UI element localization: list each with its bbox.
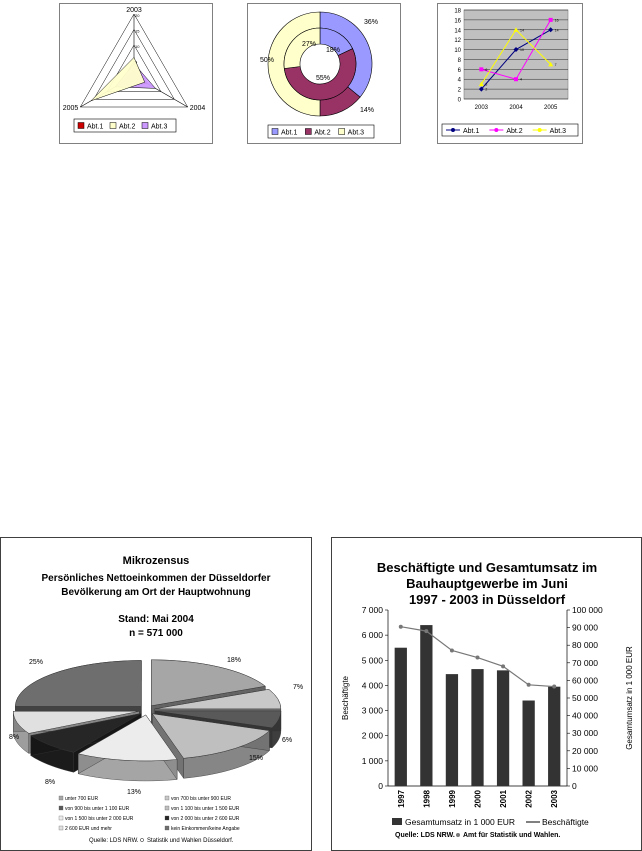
combo-right-tick-label-5: 40 000 xyxy=(572,710,598,721)
pie-legend-swatch-3 xyxy=(59,806,63,810)
pie-pct-label-1: 18% xyxy=(227,657,242,664)
pie-pct-label-5: 13% xyxy=(127,789,142,796)
doughnut-legend-label-3: Abt.3 xyxy=(347,129,365,137)
line-data-label-abt1-2: 10 xyxy=(520,48,524,53)
doughnut-inner-label-2: 55% xyxy=(316,75,331,82)
pie-legend-swatch-8 xyxy=(165,826,169,830)
line-legend-label-1: Abt.1 xyxy=(463,128,480,135)
radar-category-label-3: 2005 xyxy=(62,105,79,112)
combo-xtick-label-2000: 2000 xyxy=(473,790,483,808)
line-ytick-label-3: 4 xyxy=(457,77,461,84)
combo-right-tick-label-8: 70 000 xyxy=(572,657,598,668)
combo-left-tick-label-1: 0 xyxy=(378,781,383,791)
combo-right-tick-label-10: 90 000 xyxy=(572,622,598,633)
combo-left-tick-label-2: 1 000 xyxy=(361,755,383,766)
pie-source-2: Statistik und Wahlen Düsseldorf. xyxy=(147,838,234,844)
pie-legend-label-7: 2 600 EUR und mehr xyxy=(65,826,112,832)
pie-legend-swatch-2 xyxy=(165,796,169,800)
line-data-label-abt1-3: 14 xyxy=(554,28,559,33)
combo-right-tick-label-11: 100 000 xyxy=(572,605,603,615)
pie-legend-swatch-5 xyxy=(59,816,63,820)
line-data-label-abt2-2: 4 xyxy=(520,77,522,82)
combo-title-line-1: Beschäftigte und Gesamtumsatz im xyxy=(376,560,598,575)
pie-legend-label-1: unter 700 EUR xyxy=(65,796,99,802)
combo-legend-label-bars: Gesamtumsatz in 1 000 EUR xyxy=(405,817,516,827)
combo-line-point-1998 xyxy=(424,629,428,633)
combo-source-2: Amt für Statistik und Wahlen. xyxy=(463,832,561,839)
line-ytick-label-2: 2 xyxy=(457,87,461,94)
line-data-label-abt3-1: 3 xyxy=(485,82,488,87)
line-xtick-label-2: 2004 xyxy=(509,105,523,111)
line-legend-marker-3 xyxy=(538,128,542,132)
combo-bar-1999 xyxy=(446,674,458,786)
doughnut-inner-label-1: 18% xyxy=(326,47,341,54)
line-ytick-label-6: 10 xyxy=(454,48,461,55)
pie-legend-swatch-6 xyxy=(165,816,169,820)
doughnut-legend-swatch-3 xyxy=(339,129,345,135)
line-ytick-label-8: 14 xyxy=(454,28,461,35)
line-data-label-abt3-3: 7 xyxy=(554,62,557,67)
combo-xtick-label-2002: 2002 xyxy=(524,790,534,808)
radar-legend-label-2: Abt.2 xyxy=(119,123,136,131)
combo-source-logo xyxy=(456,833,460,837)
doughnut-legend-swatch-2 xyxy=(305,129,311,135)
line-chart-panel xyxy=(437,3,583,144)
radar-legend-swatch-3 xyxy=(142,123,148,129)
doughnut-legend-label-1: Abt.1 xyxy=(281,129,298,137)
combo-line-point-1999 xyxy=(450,648,454,652)
pie-n: n = 571 000 xyxy=(129,628,183,639)
radar-series-abt2 xyxy=(91,57,145,100)
line-point-abt2-1 xyxy=(479,67,483,71)
combo-right-tick-label-6: 50 000 xyxy=(572,693,598,703)
pie-pct-label-3: 6% xyxy=(282,737,293,744)
doughnut-outer-label-2: 14% xyxy=(360,107,375,114)
line-ytick-label-1: 0 xyxy=(457,97,461,104)
pie-source-logo xyxy=(140,838,143,841)
pie-stand: Stand: Mai 2004 xyxy=(118,614,194,625)
line-data-label-abt3-2: 14 xyxy=(520,28,524,33)
doughnut-chart xyxy=(248,4,400,143)
combo-ylabel-left: Beschäftigte xyxy=(341,675,350,721)
combo-xtick-label-1999: 1999 xyxy=(447,790,457,808)
combo-right-tick-label-3: 20 000 xyxy=(572,745,598,756)
radar-legend-swatch-2 xyxy=(110,123,116,129)
line-point-abt2-3 xyxy=(549,18,553,22)
pie-pct-label-6: 8% xyxy=(45,779,56,786)
line-legend-marker-2 xyxy=(494,128,498,132)
line-point-abt2-2 xyxy=(514,77,518,81)
line-legend-label-2: Abt.2 xyxy=(506,128,523,135)
pie-chart-panel xyxy=(0,537,312,851)
combo-bar-1997 xyxy=(395,648,407,786)
combo-right-tick-label-7: 60 000 xyxy=(572,675,598,686)
radar-chart-panel xyxy=(59,3,213,144)
pie-legend-swatch-1 xyxy=(59,796,63,800)
radar-category-label-1: 2003 xyxy=(126,7,142,14)
doughnut-legend-label-2: Abt.2 xyxy=(314,129,331,137)
pie-legend-label-2: von 700 bis unter 900 EUR xyxy=(171,796,232,802)
pie-legend-label-5: von 1 500 bis unter 2 000 EUR xyxy=(65,816,134,822)
radar-chart xyxy=(60,4,212,143)
combo-left-tick-label-6: 5 000 xyxy=(361,655,383,666)
combo-left-tick-label-4: 3 000 xyxy=(361,705,383,716)
combo-bar-2001 xyxy=(497,670,509,786)
combo-right-tick-label-2: 10 000 xyxy=(572,763,598,774)
line-xtick-label-1: 2003 xyxy=(474,105,489,111)
combo-right-tick-label-1: 0 xyxy=(572,781,577,791)
combo-bar-2003 xyxy=(548,687,560,786)
line-chart xyxy=(438,4,582,143)
combo-line-point-2001 xyxy=(501,664,505,668)
combo-bar-1998 xyxy=(420,625,432,786)
combo-xtick-label-1998: 1998 xyxy=(422,790,432,808)
line-xtick-label-3: 2005 xyxy=(543,105,558,111)
combo-xtick-label-1997: 1997 xyxy=(396,790,406,808)
pie-pct-label-2: 7% xyxy=(293,684,304,691)
line-legend-label-3: Abt.3 xyxy=(549,128,567,135)
pie-pct-label-8: 25% xyxy=(29,659,44,666)
doughnut-outer-label-1: 36% xyxy=(364,19,379,26)
combo-title-line-3: 1997 - 2003 in Düsseldorf xyxy=(408,592,566,607)
pie-legend-label-8: kein Einkommen/keine Angabe xyxy=(171,826,240,832)
line-ytick-label-7: 12 xyxy=(454,38,461,45)
radar-legend-swatch-1 xyxy=(78,123,84,129)
radar-legend-label-1: Abt.1 xyxy=(87,123,104,131)
pie-chart xyxy=(1,538,311,850)
line-data-label-abt1-1: 2 xyxy=(485,87,488,92)
combo-source: Quelle: LDS NRW. xyxy=(395,832,455,839)
line-legend-marker-1 xyxy=(451,128,455,132)
combo-chart xyxy=(332,538,641,850)
combo-bar-2000 xyxy=(471,669,483,786)
radar-category-label-2: 2004 xyxy=(189,105,206,112)
combo-left-tick-label-7: 6 000 xyxy=(361,630,383,641)
combo-line-point-2002 xyxy=(527,683,531,687)
line-data-label-abt2-1: 6 xyxy=(485,67,488,72)
combo-line-point-1997 xyxy=(399,625,403,629)
pie-legend-label-6: von 2 000 bis unter 2 600 EUR xyxy=(171,816,240,822)
combo-right-tick-label-9: 80 000 xyxy=(572,640,598,651)
combo-bar-2002 xyxy=(523,701,535,786)
doughnut-inner-label-3: 27% xyxy=(302,41,317,48)
combo-xtick-label-2003: 2003 xyxy=(550,790,560,808)
pie-legend-swatch-4 xyxy=(165,806,169,810)
pie-title: Mikrozensus xyxy=(122,555,190,567)
combo-xtick-label-2001: 2001 xyxy=(499,790,509,808)
pie-subtitle-line-1: Persönliches Nettoeinkommen der Düsseldorfer xyxy=(41,573,271,584)
pie-slice-top-8 xyxy=(15,660,141,706)
combo-legend-label-line: Beschäftigte xyxy=(542,817,589,827)
doughnut-chart-panel xyxy=(247,3,401,144)
pie-source: Quelle: LDS NRW. xyxy=(89,838,139,844)
combo-line-point-2000 xyxy=(476,656,480,660)
combo-left-tick-label-3: 2 000 xyxy=(361,730,383,741)
line-ytick-label-10: 18 xyxy=(454,8,461,15)
line-data-label-abt2-3: 16 xyxy=(554,18,559,23)
combo-left-tick-label-5: 4 000 xyxy=(361,680,383,691)
pie-legend-swatch-7 xyxy=(59,826,63,830)
combo-left-tick-label-8: 7 000 xyxy=(361,605,383,615)
combo-title-line-2: Bauhauptgewerbe im Juni xyxy=(406,576,568,591)
line-ytick-label-4: 6 xyxy=(457,67,461,74)
pie-legend-label-3: von 900 bis unter 1 100 EUR xyxy=(65,806,130,812)
radar-legend-label-3: Abt.3 xyxy=(151,123,168,131)
pie-pct-label-4: 15% xyxy=(249,755,264,762)
combo-ylabel-right: Gesamtumsatz in 1 000 EUR xyxy=(625,646,634,750)
pie-subtitle-line-2: Bevölkerung am Ort der Hauptwohnung xyxy=(61,587,251,598)
combo-right-tick-label-4: 30 000 xyxy=(572,728,598,739)
radar-tick-label-3: 10 xyxy=(135,44,140,49)
doughnut-legend-swatch-1 xyxy=(272,129,278,135)
radar-tick-label-1: 20 xyxy=(135,13,140,18)
line-ytick-label-9: 16 xyxy=(454,18,461,25)
radar-tick-label-2: 15 xyxy=(135,28,140,34)
combo-line-point-2003 xyxy=(552,685,556,689)
pie-legend-label-4: von 1 100 bis unter 1 500 EUR xyxy=(171,806,240,812)
combo-legend-swatch-bars xyxy=(392,818,402,825)
doughnut-outer-label-3: 50% xyxy=(260,57,275,64)
combo-chart-panel xyxy=(331,537,642,851)
line-ytick-label-5: 8 xyxy=(457,57,461,64)
pie-pct-label-7: 8% xyxy=(9,734,20,741)
